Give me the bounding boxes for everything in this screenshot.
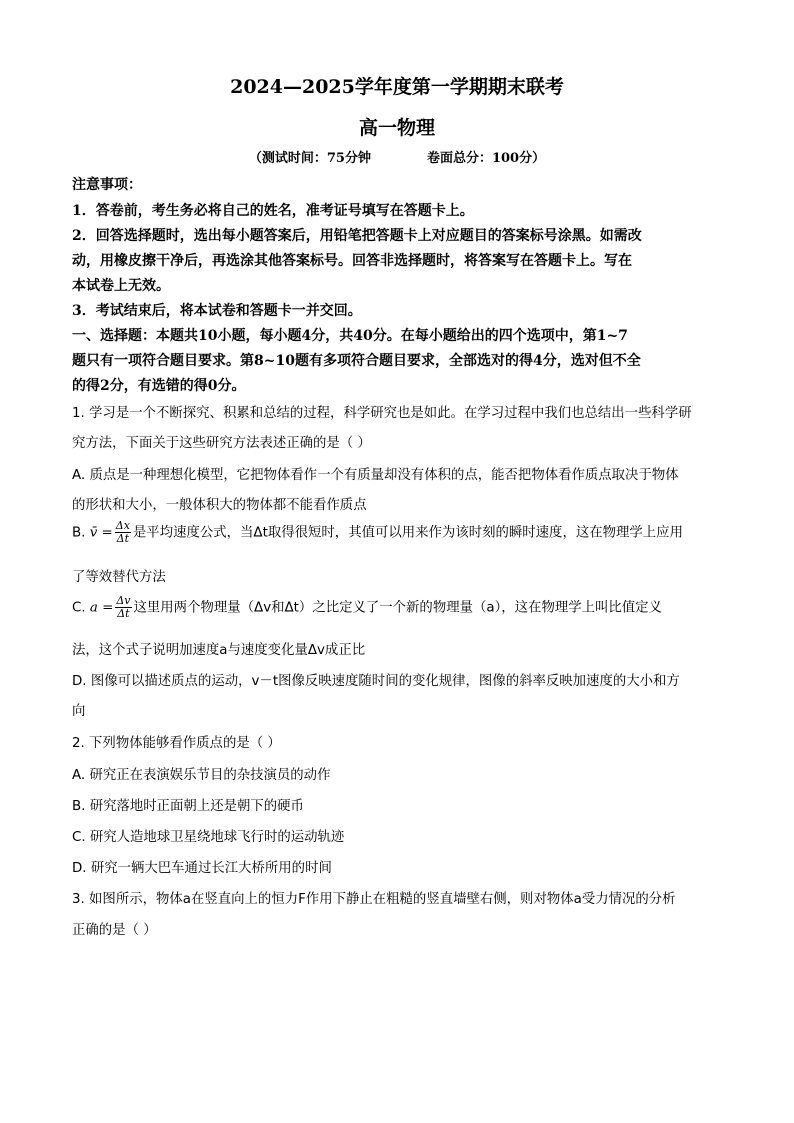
q1-option-c-line-2: 法，这个式子说明加速度a与速度变化量Δv成正比 <box>72 643 366 658</box>
notice-item-3: 3．考试结束后，将本试卷和答题卡一并交回。 <box>72 303 362 319</box>
q3-stem-line-1: 3. 如图所示，物体a在竖直向上的恒力F作用下静止在粗糙的竖直墙壁右侧，则对物体a受力情况的分析 <box>72 892 676 907</box>
q1-option-d-line-2: 向 <box>72 704 86 719</box>
q3-stem-line-2: 正确的是（ ） <box>72 923 157 938</box>
q1-option-b-line-2: 了等效替代方法 <box>72 570 166 585</box>
exam-time: （测试时间：75分钟 <box>248 151 371 166</box>
q1-option-d-line-1: D. 图像可以描述质点的运动，v－t图像反映速度随时间的变化规律，图像的斜率反映加速度的大小和方 <box>72 674 680 689</box>
q2-option-a: A. 研究正在表演娱乐节目的杂技演员的动作 <box>72 768 331 783</box>
q1-option-b-line-1: B. v̄ = $\frac{\Delta x}{\Delta t}$ 是平均速度公式，当Δt取得很短时，其值可以用来作为该时刻的瞬时速度，这在物理学上应用 <box>72 519 683 545</box>
formula-acceleration-lhs: a = <box>89 600 114 616</box>
formula-avg-velocity-fraction: $\frac{\Delta x}{\Delta t}$ <box>115 519 130 545</box>
q1-option-c-line-1: C. a = $\frac{\Delta v}{\Delta t}$ 这里用两个物理量（Δv和Δt）之比定义了一个新的物理量（a），这在物理学上叫比值定义 <box>72 594 662 620</box>
q1-stem-line-1: 1. 学习是一个不断探究、积累和总结的过程，科学研究也是如此。在学习过程中我们也总结出一些科学研 <box>72 406 692 421</box>
notice-item-1: 1．答卷前，考生务必将自己的姓名，准考证号填写在答题卡上。 <box>72 203 474 219</box>
notice-item-2-line-2: 动，用橡皮擦干净后，再选涂其他答案标号。回答非选择题时，将答案写在答题卡上。写在 <box>72 253 632 269</box>
exam-subject: 高一物理 <box>358 117 435 139</box>
q2-option-b: B. 研究落地时正面朝上还是朝下的硬币 <box>72 799 304 814</box>
section-1-line-2: 题只有一项符合题目要求。第8~10题有多项符合题目要求，全部选对的得4分，选对但不全 <box>72 353 641 369</box>
formula-acceleration-fraction: $\frac{\Delta v}{\Delta t}$ <box>116 594 131 620</box>
q2-option-d: D. 研究一辆大巴车通过长江大桥所用的时间 <box>72 861 332 876</box>
notice-item-2-line-1: 2．回答选择题时，选出每小题答案后，用铅笔把答题卡上对应题目的答案标号涂黑。如需改 <box>72 228 642 244</box>
section-1-line-3: 的得2分，有选错的得0分。 <box>72 378 246 394</box>
notice-item-2-line-3: 本试卷上无效。 <box>72 278 170 294</box>
q1-stem-line-2: 究方法，下面关于这些研究方法表述正确的是（ ） <box>72 436 371 451</box>
notice-heading: 注意事项： <box>72 177 142 193</box>
q2-stem: 2. 下列物体能够看作质点的是（ ） <box>72 736 281 751</box>
q1-option-a-line-1: A. 质点是一种理想化模型，它把物体看作一个有质量却没有体积的点，能否把物体看作质点取决于物体 <box>72 468 679 483</box>
exam-score: 卷面总分：100分） <box>426 151 546 166</box>
formula-avg-velocity-lhs: v̄ = <box>89 525 113 541</box>
exam-title: 2024—2025学年度第一学期期末联考 <box>230 76 564 98</box>
section-1-line-1: 一、选择题：本题共10小题，每小题4分，共40分。在每小题给出的四个选项中，第1~7 <box>72 328 628 344</box>
q2-option-c: C. 研究人造地球卫星绕地球飞行时的运动轨迹 <box>72 830 345 845</box>
exam-meta <box>0 147 794 166</box>
q1-option-a-line-2: 的形状和大小，一般体积大的物体都不能看作质点 <box>72 498 367 513</box>
